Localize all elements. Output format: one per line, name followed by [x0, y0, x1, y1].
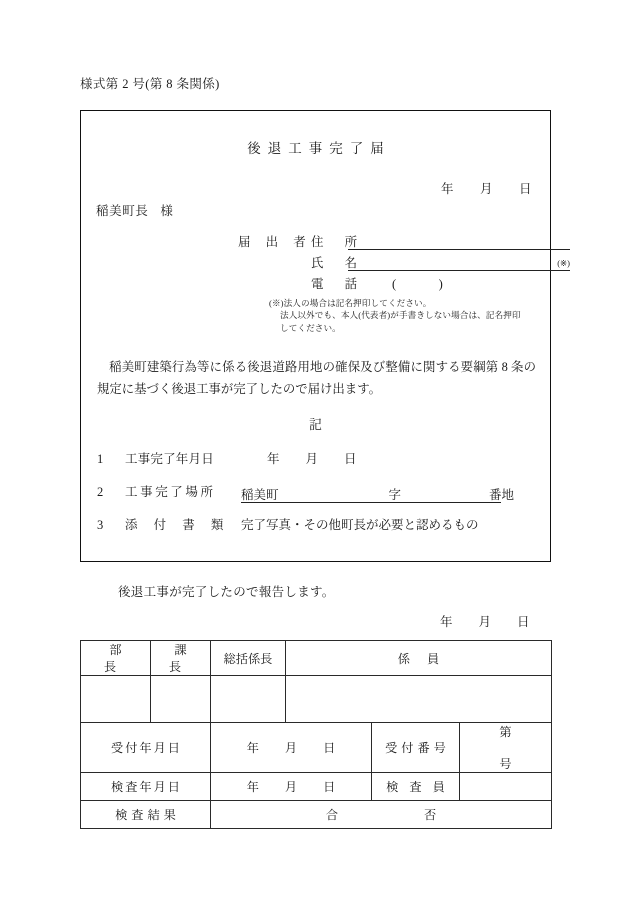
inspection-result-pass[interactable]: 合: [325, 808, 339, 822]
submitter-name-row: [236, 250, 570, 271]
inspection-result-fail[interactable]: 否: [424, 808, 437, 822]
outer-date-line: [440, 612, 530, 630]
inspector-input[interactable]: [460, 773, 552, 801]
inspection-result-options[interactable]: [211, 801, 552, 829]
body-paragraph-text: 稲美町建築行為等に係る後退道路用地の確保及び整備に関する要綱第 8 条の規定に基づく後退工事が完了したので届け出ます。: [97, 360, 536, 396]
submitter-tel-label: 電 話: [311, 277, 367, 291]
seal-note: [269, 297, 521, 334]
tel-paren-open: (: [392, 277, 397, 291]
inspection-date-day: 日: [323, 780, 336, 794]
item-1-date[interactable]: [241, 452, 357, 466]
submitter-tel-input[interactable]: [348, 277, 443, 292]
submitter-name-label: 氏 名: [311, 256, 367, 270]
reception-date-day: 日: [323, 741, 336, 755]
approval-table: [80, 640, 552, 829]
submitter-address-input[interactable]: [348, 235, 570, 250]
item-3-label: 添 付 書 類: [125, 518, 230, 532]
seal-note-line-1: (※)法人の場合は記名押印してください。: [269, 298, 432, 308]
inspection-result-label: [81, 801, 211, 829]
inner-date-month: 月: [479, 182, 493, 196]
reception-number-input[interactable]: [460, 723, 552, 773]
report-statement: 後退工事が完了したので報告します。: [118, 585, 335, 599]
seal-note-line-2: 法人以外でも、本人(代表者)が手書きしない場合は、記名押印: [280, 310, 521, 321]
approval-header-bucho-label: 部 長: [103, 643, 133, 674]
outer-date-month: 月: [478, 615, 492, 629]
list-item: [97, 515, 536, 533]
item-2-town: 稲美町: [241, 488, 279, 502]
inspection-result-label-text: 検査結果: [115, 808, 180, 822]
addressee: [96, 201, 174, 219]
reception-number-label: [372, 723, 460, 773]
approval-header-kacho: [151, 641, 211, 676]
inspection-date-input[interactable]: [211, 773, 372, 801]
table-row: [81, 723, 552, 773]
item-2-place-input[interactable]: [241, 485, 515, 503]
item-1-year: 年: [267, 452, 280, 466]
approval-header-kacho-label: 課 長: [168, 643, 198, 674]
item-1-label: 工事完了年月日: [125, 452, 214, 466]
item-2-number: 2: [97, 485, 104, 499]
inner-date-day: 日: [518, 182, 532, 196]
item-1-day: 日: [344, 452, 357, 466]
ki-heading: 記: [309, 418, 322, 432]
table-row: [81, 801, 552, 829]
addressee-name: 稲美町長: [96, 204, 149, 218]
inner-date-line: [441, 179, 532, 197]
approval-header-kakariin: [286, 641, 552, 676]
submitter-label: 届 出 者: [238, 235, 312, 249]
body-paragraph: [97, 356, 536, 400]
reception-date-year: 年: [246, 741, 259, 755]
seal-note-line-3: してください。: [280, 322, 341, 333]
inspector-label: [372, 773, 460, 801]
approval-header-sokatsu: [211, 641, 286, 676]
inspection-date-label-text: 検査年月日: [111, 780, 182, 794]
reception-date-month: 月: [284, 741, 298, 755]
submitter-tel-row: [236, 271, 570, 292]
list-item: [97, 449, 536, 467]
list-item: [97, 482, 536, 503]
item-1-month: 月: [305, 452, 319, 466]
reception-date-label-text: 受付年月日: [111, 741, 182, 755]
reception-number-suffix: 号: [499, 757, 512, 771]
reception-number-prefix: 第: [499, 725, 512, 739]
inspection-date-month: 月: [284, 780, 298, 794]
inspection-date-year: 年: [246, 780, 259, 794]
approval-sign-kakariin[interactable]: [286, 676, 552, 723]
item-3-number: 3: [97, 518, 104, 532]
approval-header-sokatsu-label: 総括係長: [223, 651, 273, 666]
inner-date-year: 年: [440, 182, 454, 196]
inspection-date-label: [81, 773, 211, 801]
table-row: [81, 641, 552, 676]
table-row: [81, 676, 552, 723]
addressee-honorific: 様: [160, 204, 174, 218]
submitter-address-label: 住 所: [311, 235, 367, 249]
approval-header-bucho: [81, 641, 151, 676]
inspector-label-text: 検 査 員: [386, 780, 449, 794]
submitter-name-input[interactable]: [348, 256, 542, 271]
main-form-box: [80, 110, 570, 562]
approval-sign-kacho[interactable]: [151, 676, 211, 723]
item-2-aza: 字: [388, 488, 402, 502]
outer-date-day: 日: [517, 615, 530, 629]
item-2-banchi: 番地: [489, 488, 515, 502]
approval-header-kakariin-label: 係 員: [397, 651, 447, 666]
submitter-address-row: [236, 229, 570, 250]
outer-date-year: 年: [440, 615, 453, 629]
item-2-label: 工事完了場所: [125, 485, 216, 499]
table-row: [81, 773, 552, 801]
form-number: 様式第 2 号(第 8 条関係): [80, 77, 220, 91]
item-1-number: 1: [97, 452, 104, 466]
tel-paren-close: ): [438, 277, 444, 291]
reception-date-label: [81, 723, 211, 773]
seal-required-mark: (※): [542, 256, 570, 271]
reception-date-input[interactable]: [211, 723, 372, 773]
item-3-value: 完了写真・その他町長が必要と認めるもの: [241, 518, 479, 532]
submitter-block: [236, 229, 570, 292]
reception-number-label-text: 受付番号: [385, 741, 450, 755]
approval-sign-bucho[interactable]: [81, 676, 151, 723]
approval-sign-sokatsu[interactable]: [211, 676, 286, 723]
document-title: 後退工事完了届: [247, 141, 391, 156]
